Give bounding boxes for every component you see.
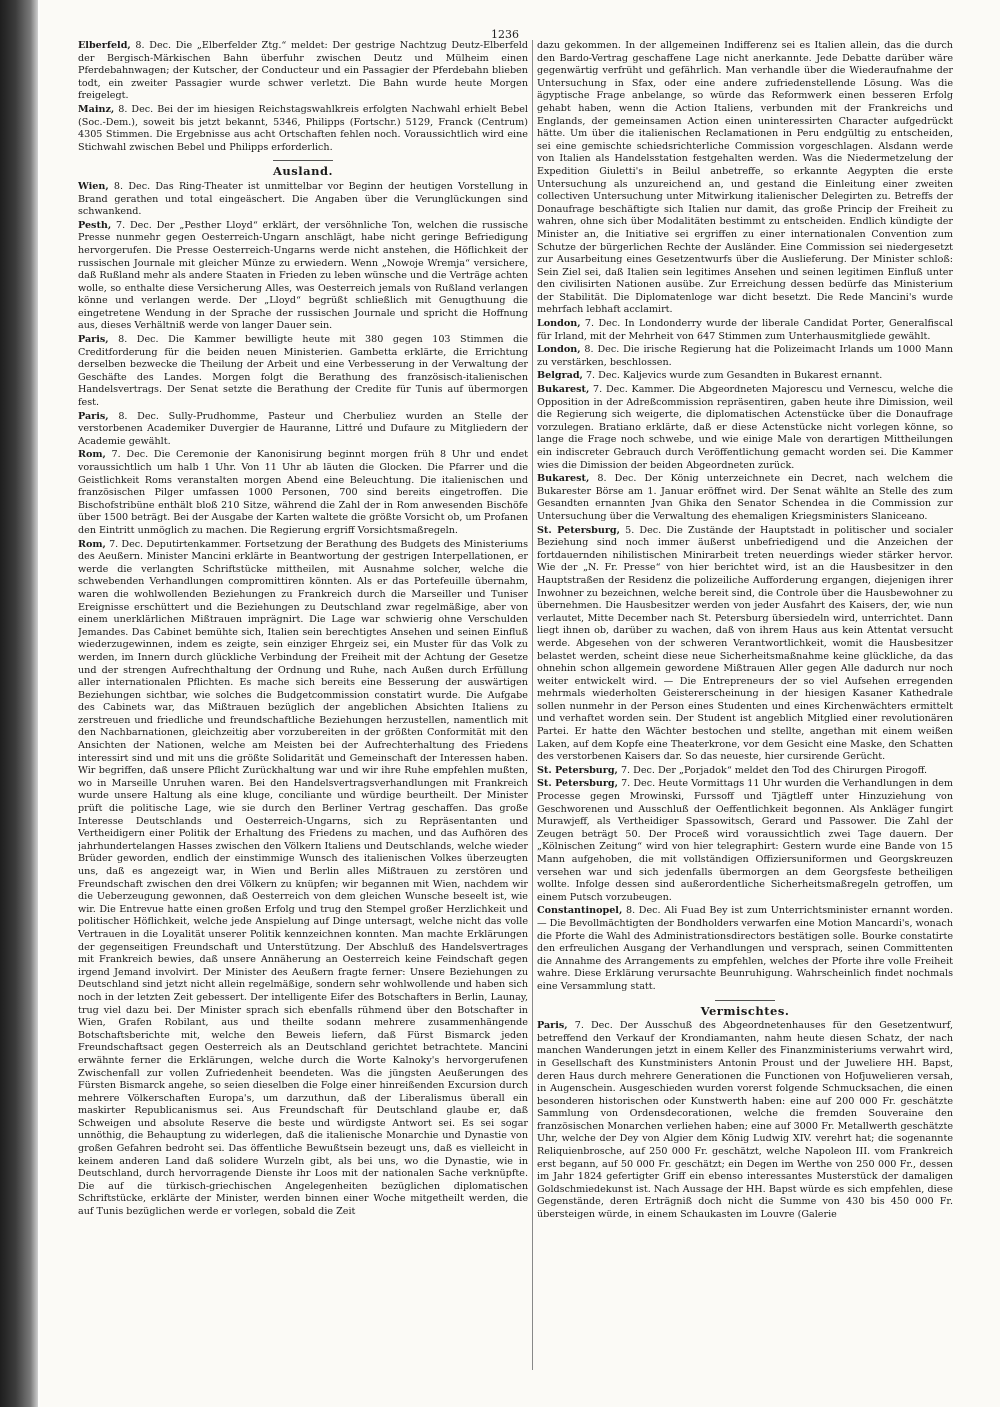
news-dateline: Elberfeld, (78, 40, 131, 51)
news-item (78, 220, 528, 333)
news-text: 8. Dec. Die „Elberfelder Ztg.“ meldet: Der gestrige Nachtzug Deutz-Elberfeld der Bergisch-Märkischen Bahn überfuhr zwischen Deutz und Mülheim einen Pferdebahnwagen; der Kutscher, der Conducteur und ein Passagier der Pferdebahn blieben todt, ein zweiter Passagier wurde schwer verletzt. Die Bahn wurde heute Morgen freigelegt. (78, 40, 528, 102)
news-text: 8. Dec. Die Kammer bewilligte heute mit 380 gegen 103 Stimmen die Creditforderung für die beiden neuen Ministerien. Gambetta erklärte, die Errichtung derselben bezwecke die Theilung der Arbeit und eine Verbesserung in der Verwaltung der Geschäfte des Landes. Morgen folgt die Berathung des französisch-italienischen Handelsvertrags. Der Senat setzte die Berathung der Credite für Tunis auf übermorgen fest. (78, 334, 528, 409)
news-text: 8. Dec. Sully-Prudhomme, Pasteur und Cherbuliez wurden an Stelle der verstorbenen Academiker Duvergier de Hauranne, Littré und Dufaure zu Mitgliedern der Academie gewählt. (78, 410, 528, 447)
news-text: 7. Dec. Kaljevics wurde zum Gesandten in Bukarest ernannt. (582, 370, 883, 382)
news-dateline: Bukarest, (537, 384, 590, 396)
news-dateline: St. Petersburg, (537, 778, 618, 790)
news-dateline: Constantinopel, (537, 905, 623, 917)
news-dateline: St. Petersburg, (537, 764, 618, 776)
section-heading: Vermischtes. (700, 1003, 790, 1018)
news-item (537, 1020, 953, 1222)
section-heading: Ausland. (273, 164, 333, 179)
column-divider (532, 40, 533, 1370)
news-item (537, 344, 953, 369)
news-item (537, 40, 953, 317)
news-text: 8. Dec. Ali Fuad Bey ist zum Unterrichtsminister ernannt worden. — Die Bevollmächtigten der Bondholders verwarfen eine Motion Mancardi's, wonach die Pforte die Wahl des Administrationsdirectors bestätigen solle. Bourke constatirte den erfreulichen Ausgang der Verhandlungen und versprach, seinen Committenten die Annahme des Arrangements zu empfehlen, welches der Pforte ihre volle Freiheit wahre. Diese Erklärung verursachte Beunruhigung. Wahrscheinlich findet nochmals eine Versammlung statt. (537, 905, 953, 992)
news-item (537, 778, 953, 904)
news-text: 7. Dec. Kammer. Die Abgeordneten Majorescu und Vernescu, welche die Opposition in der Adreßcommission repräsentiren, gaben heute ihre Dimission, weil die Regierung sich weigerte, die diplomatischen Actenstücke über die Donaufrage vorzulegen. Bratiano erklärte, daß er diese Actenstücke nicht vorlegen könne, so lange die Frage noch schwebe, und wie einige Male von derartigen Mittheilungen ein indiscreter Gebrauch durch Veröffentlichung gemacht worden sei. Die Kammer wies die Dimission der beiden Abgeordneten zurück. (537, 384, 953, 471)
left-column (78, 40, 528, 1365)
news-dateline: London, (537, 344, 581, 356)
news-dateline: Bukarest, (537, 473, 590, 485)
news-dateline: Paris, (78, 334, 109, 346)
news-text: 8. Dec. Bei der im hiesigen Reichstagswahlkreis erfolgten Nachwahl erhielt Bebel (Soc.-Dem.), soweit bis jetzt bekannt, 5346, Philipps (Fortschr.) 5129, Franck (Centrum) 4305 Stimmen. Die Ergebnisse aus acht Ortschaften fehlen noch. Voraussichtlich wird eine Stichwahl zwischen Bebel und Philipps erforderlich. (78, 103, 528, 153)
news-item (537, 525, 953, 764)
news-item (78, 449, 528, 537)
news-text: 7. Dec. Die Ceremonie der Kanonisirung beginnt morgen früh 8 Uhr und endet voraussichtlich um halb 1 Uhr. Von 11 Uhr ab läuten die Glocken. Die Pfarrer und die Geistlichkeit Roms veranstalten morgen Abend eine Beleuchtung. Die italienischen und französischen Pilger umfassen 1000 Personen, 700 sind bereits eingetroffen. Die Bischofstribüne enthält bloß 210 Sitze, während die Zahl der in Rom anwesenden Bischöfe über 1500 beträgt. Bei der Ausgabe der Karten waltete die größte Vorsicht ob, um Profanen den Eintritt unmöglich zu machen. Die Regierung ergriff Vorsichtsmaßregeln. (78, 449, 528, 536)
news-text: 7. Dec. Deputirtenkammer. Fortsetzung der Berathung des Budgets des Ministeriums des Aeußern. Minister Mancini erklärte in Beantwortung der gestrigen Interpellationen, er werde die verlangten Schriftstücke mittheilen, mit Ausnahme solcher, welche die schwebenden Verhandlungen compromittiren könnten. Als er das Portefeuille übernahm, waren die wohlwollenden Beziehungen zu Frankreich durch die Marseiller und Tuniser Ereignisse erschüttert und die Beziehungen zu Deutschland zwar regelmäßige, aber von einem unerklärlichen Mißtrauen imprägnirt. Die Lage war schwierig ohne Verschulden Jemandes. Das Cabinet bemühte sich, Italien sein berechtigtes Ansehen und seinen Einfluß wiederzugewinnen, indem es zeigte, sein einziger Ehrgeiz sei, ein Muster für das Volk zu werden, im Innern durch glückliche Verbindung der Freiheit mit der Achtung der Gesetze und der strengen Aufrechthaltung der Ordnung und Ruhe, nach Außen durch Erfüllung aller internationalen Pflichten. Es mache sich bereits eine Besserung der auswärtigen Beziehungen sichtbar, wie solches die Budgetcommission constatirt wurde. Die Aufgabe des Cabinets war, das Mißtrauen bezüglich der angeblichen Absichten Italiens zu zerstreuen und friedliche und freundschaftliche Beziehungen herzustellen, namentlich mit den Nachbarnationen, gleichzeitig aber vorzubereiten in der größten Conformität mit den Ansichten der Nationen, welche am Meisten bei der Aufrechterhaltung des Friedens interessirt sind und mit uns die größte Solidarität und Gemeinschaft der Interessen haben. Wir begriffen, daß unsere Pflicht Zurückhaltung war und wir ihre Ruhe empfehlen mußten, wo in Marseille Unruhen waren. Bei den Handelsvertragsverhandlungen mit Frankreich wurde unsere Haltung als eine kluge, conciliante und würdige beurtheilt. Der Minister prüft die politische Lage, wie sie durch den Berliner Vertrag geschaffen. Das große Interesse Deutschlands und Oesterreich-Ungarns, sich zu Repräsentanten und Vertheidigern einer Politik der Erhaltung des Friedens zu machen, und das Aufhören des jahrhundertelangen Hasses zwischen den Völkern Italiens und Deutschlands, welche wieder Brüder geworden, endlich der einstimmige Wunsch des italienischen Volkes überzeugten uns, daß es angezeigt war, in Wien und Berlin alles Mißtrauen zu zerstören und Freundschaft zwischen den drei Völkern zu knüpfen; wir begannen mit Wien, nachdem wir die Ueberzeugung gewonnen, daß Oesterreich von dem gleichen Wunsche beseelt ist, wie wir. Die Entrevue hatte einen großen Erfolg und trug den Stempel großer Herzlichkeit und politischer Höflichkeit, welche jede Anspielung auf Dinge untersagt, welche nicht das volle Vertrauen in die Loyalität unserer Politik kennzeichnen konnten. Man machte Erklärungen der gegenseitigen Freundschaft und Unterstützung. Der Abschluß des Handelsvertrages mit Frankreich bewies, daß unsere Annäherung an Oesterreich keine Feindschaft gegen irgend Jemand involvirt. Der Minister des Aeußern fragte ferner: Unsere Beziehungen zu Deutschland sind jetzt nicht allein regelmäßige, sondern sehr wohlwollende und haben sich noch in der letzten Zeit gebessert. Der intelligente Eifer des Botschafters in Berlin, Launay, trug viel dazu bei. Der Minister sprach sich ebenfalls rühmend über den Botschafter in Wien, Grafen Robilant, aus und theilte sodann mehrere zusammenhängende Botschaftsberichte mit, welche den Beweis liefern, daß Fürst Bismarck jeden Freundschaftsact gegen Oesterreich als an Deutschland gerichtet betrachtete. Mancini erwähnte ferner die Erklärungen, welche durch die Worte Kalnoky's hervorgerufenen Zwischenfall zur vollen Zufriedenheit beendeten. Was die jüngsten Aeußerungen des Fürsten Bismarck angehe, so seien dieselben die Folge einer hinreißenden Excursion durch mehrere Völkerschaften Europa's, um darzuthun, daß der Liberalismus überall ein maskirter Republicanismus sei. Aus Freundschaft für Deutschland glaube er, daß Schweigen und absolute Reserve die beste und würdigste Antwort sei. Es sei sogar unnöthig, die Behauptung zu widerlegen, daß die italienische Monarchie und Dynastie von großen Gefahren bedroht sei. Das öffentliche Bewußtsein bezeugt uns, daß es vielleicht in keinem anderen Land daß solidere Wurzeln gibt, als bei uns, wo die Dynastie, wie in Deutschland, durch hervorragende Dienste ihr Loos mit der nationalen Sache verknüpfte. Die auf die türkisch-griechischen Angelegenheiten bezüglichen diplomatischen Schriftstücke, erklärte der Minister, werden binnen einer Woche mitgetheilt werden, die auf Tunis bezüglichen werde er vorlegen, sobald die Zeit (78, 538, 528, 1218)
news-item (537, 370, 953, 383)
page-number: 1236 (491, 28, 519, 41)
news-item (78, 539, 528, 1219)
news-dateline: Wien, (78, 180, 109, 192)
news-text: 7. Dec. In Londonderry wurde der liberale Candidat Porter, Generalfiscal für Irland, mit der Mehrheit von 647 Stimmen zum Unterhausmitgliede gewählt. (537, 318, 953, 342)
news-item (537, 318, 953, 343)
section-rule (273, 160, 333, 161)
news-item (537, 384, 953, 472)
news-text: 7. Dec. Der „Pesther Lloyd“ erklärt, der versöhnliche Ton, welchen die russische Presse nunmehr gegen Oesterreich-Ungarn anschlägt, habe nicht geringe Befriedigung hervorgerufen. Die Presse Oesterreich-Ungarns werde nicht anstehen, die Höflichkeit der russischen Journale mit gleicher Münze zu erwiedern. Wenn „Nowoje Wremja“ versichere, daß Rußland mehr als andere Staaten in Frieden zu leben wünsche und die Verträge achten wolle, so enthalte diese Versicherung Alles, was Oesterreich jemals von Rußland verlangen könne und verlangen werde. Der „Lloyd“ begrüßt schließlich mit Genugthuung die eingetretene Wendung in der Sprache der russischen Journale und spricht die Hoffnung aus, dieses Verhältniß werde von langer Dauer sein. (78, 219, 528, 332)
news-text: 8. Dec. Der König unterzeichnete ein Decret, nach welchem die Bukarester Börse am 1. Januar eröffnet wird. Der Senat wählte an Stelle des zum Gesandten ernannten Jvan Ghika den Senator Schendea in die Commission zur Untersuchung über die Verwaltung des ehemaligen Kriegsministers Slaniceano. (537, 473, 953, 522)
news-item (537, 905, 953, 993)
news-item (78, 411, 528, 449)
book-binding-edge (0, 0, 38, 1407)
news-item (78, 181, 528, 219)
news-text: 8. Dec. Das Ring-Theater ist unmittelbar vor Beginn der heutigen Vorstellung in Brand gerathen und total eingeäschert. Die Angaben über die Verunglückungen sind schwankend. (78, 180, 528, 218)
news-dateline: Pesth, (78, 219, 112, 231)
news-item (537, 765, 953, 778)
news-dateline: St. Petersburg, (537, 524, 620, 536)
news-text: 8. Dec. Die irische Regierung hat die Polizeimacht Irlands um 1000 Mann zu verstärken, beschlossen. (537, 344, 953, 368)
news-dateline: Rom, (78, 449, 106, 461)
news-dateline: Rom, (78, 538, 106, 550)
news-text: dazu gekommen. In der allgemeinen Indifferenz sei es Italien allein, das die durch den Bardo-Vertrag geschaffene Lage nicht anerkannte. Jede Debatte darüber wäre gegenwärtig verfrüht und gefährlich. Man verhandle über die Wiederaufnahme der Untersuchung in Sfax, oder eine andere zufriedenstellende Lösung. Was die ägyptische Frage anbelange, so würde das Reformwerk einen besseren Erfolg gehabt haben, wenn die Action Italiens, verbunden mit der Frankreichs und Englands, der gemeinsamen Action einen uninteressirten Character aufgedrückt hätte. Um über die italienischen Reclamationen in Peru endgültig zu entscheiden, sei eine gemischte schiedsrichterliche Commission vorgeschlagen. Alsdann werde von Italien als Handelsstation festgehalten werden. Was die Niedermetzelung der Expedition Giuletti's in Beilul anbetreffe, so erkannte Aegypten die erste Untersuchung als unzureichend an, und gestand die Einleitung einer zweiten collectiven Untersuchung unter Mitwirkung italienischer Delegirten zu. Betreffs der Donaufrage beschäftigte sich Italien nur damit, das große Princip der Freiheit zu wahren, ohne sich über Modalitäten bestimmt zu entscheiden. Endlich kündigte der Minister an, die Initiative sei ergriffen zu einer internationalen Convention zum Schutze der bürgerlichen Rechte der Ausländer. Eine Commission sei niedergesetzt zur Ausarbeitung eines Gesetzentwurfs über die Auslieferung. Der Minister schloß: Sein Ziel sei, daß Italien sein legitimes Ansehen und seinen legitimen Einfluß unter den civilisirten Nationen ausübe. Zur Erreichung dessen bedürfe das Ministerium der Stabilität. Die Diplomatenloge war dicht besetzt. Die Rede Mancini's wurde mehrfach lebhaft acclamirt. (537, 40, 953, 316)
news-item (78, 334, 528, 410)
news-dateline: Paris, (78, 410, 109, 422)
news-dateline: Belgrad, (537, 370, 583, 382)
right-column (537, 40, 953, 1365)
news-text: 7. Dec. Heute Vormittags 11 Uhr wurden die Verhandlungen in dem Processe gegen Mrowinski, Furssoff und Tjägtleff unter Hinzuziehung von Geschworenen und Ausschluß der Oeffentlichkeit begonnen. Als Ankläger fungirt Murawjeff, als Vertheidiger Spassowitsch, Gerard und Passower. Die Zahl der Zeugen beträgt 50. Der Proceß wird voraussichtlich zwei Tage dauern. Der „Kölnischen Zeitung“ wird von hier telegraphirt: Gestern wurde eine Bande von 15 Mann aufgehoben, die mit vollständigen Offiziersuniformen und Georgskreuzen versehen war und sich jedenfalls übermorgen an dem Georgsfeste betheiligen wollte. Infolge dessen sind außerordentliche Sicherheitsmaßregeln getroffen, um einem Putsch vorzubeugen. (537, 778, 953, 903)
news-text: 7. Dec. Der Ausschuß des Abgeordnetenhauses für den Gesetzentwurf, betreffend den Verkauf der Krondiamanten, nahm heute diesen Schatz, der nach manchen Wanderungen jetzt in einem Keller des Finanzministeriums verwahrt wird, in Gesellschaft des Kunstministers Antonin Proust und der Juweliere HH. Bapst, deren Haus durch mehrere Generationen die Functionen von Hofjuwelieren versah, in Augenschein. Ausgeschieden wurden vorerst folgende Schmucksachen, die einen besonderen historischen oder Kunstwerth haben: eine auf 200 000 Fr. geschätzte Sammlung von Ordensdecorationen, welche die fremden Souveraine den französischen Monarchen verliehen haben; eine auf 3000 Fr. Metallwerth geschätzte Uhr, welche der Dey von Algier dem König Ludwig XIV. verehrt hat; die sogenannte Reliquienbrosche, auf 250 000 Fr. geschätzt, welche Napoleon III. vom Frankreich erst begann, auf 50 000 Fr. geschätzt; ein Degen im Werthe von 250 000 Fr., dessen im Jahr 1824 gefertigter Griff ein ebenso interessantes Musterstück der damaligen Goldschmiedekunst ist. Nach Aussage der HH. Bapst würde es sich empfehlen, diese Gegenstände, deren Erträgniß doch nicht die Summe von 430 bis 450 000 Fr. übersteigen würde, in einem Schaukasten im Louvre (Galerie (537, 1020, 953, 1221)
news-dateline: London, (537, 318, 581, 330)
news-text: 5. Dec. Die Zustände der Hauptstadt in politischer und socialer Beziehung sind noch immer äußerst unbefriedigend und die Anzeichen der fortdauernden nihilistischen Minirarbeit treten neuerdings wieder stärker hervor. Wie der „N. Fr. Presse“ von hier berichtet wird, ist an die Hausbesitzer in den Hauptstraßen der Residenz die polizeiliche Aufforderung ergangen, diejenigen ihrer Inwohner zu bezeichnen, welche bereit sind, die Controle über die Hausbewohner zu übernehmen. Die Hausbesitzer werden von jeder Ausfahrt des Kaisers, der, wie nun verlautet, Mitte December nach St. Petersburg übersiedeln wird, unterrichtet. Dann liegt ihnen ob, darüber zu wachen, daß von ihrem Haus aus kein Attentat versucht werde. Abgesehen von der schweren Verantwortlichkeit, womit die Hausbesitzer belastet werden, scheint diese neue Sicherheitsmaßnahme keine glückliche, da das ohnehin schon allgemein gewordene Mißtrauen Aller gegen Alle dadurch nur noch weiter entwickelt wird. — Die Entrepreneurs der so viel Aufsehen erregenden mehrmals wiederholten Geistererscheinung in der hiesigen Kasaner Kathedrale sollen nunmehr in der Person eines Studenten und eines Kirchenwächters ermittelt und verhaftet worden sein. Der Student ist angeblich Mitglied einer revolutionären Partei. Er hatte den Wächter bestochen und stellte, angethan mit einem weißen Laken, auf dem Kopfe eine Theaterkrone, vor dem Gesicht eine Maske, den Schatten des verstorbenen Kaisers dar. So das neueste, hier cursirende Gerücht. (537, 524, 953, 763)
section-rule (715, 1000, 775, 1001)
news-item (537, 473, 953, 523)
news-item (78, 104, 528, 154)
news-text: 7. Dec. Der „Porjadok“ meldet den Tod des Chirurgen Pirogoff. (617, 764, 928, 776)
news-dateline: Paris, (537, 1020, 568, 1032)
news-item (78, 40, 528, 103)
news-dateline: Mainz, (78, 103, 115, 115)
